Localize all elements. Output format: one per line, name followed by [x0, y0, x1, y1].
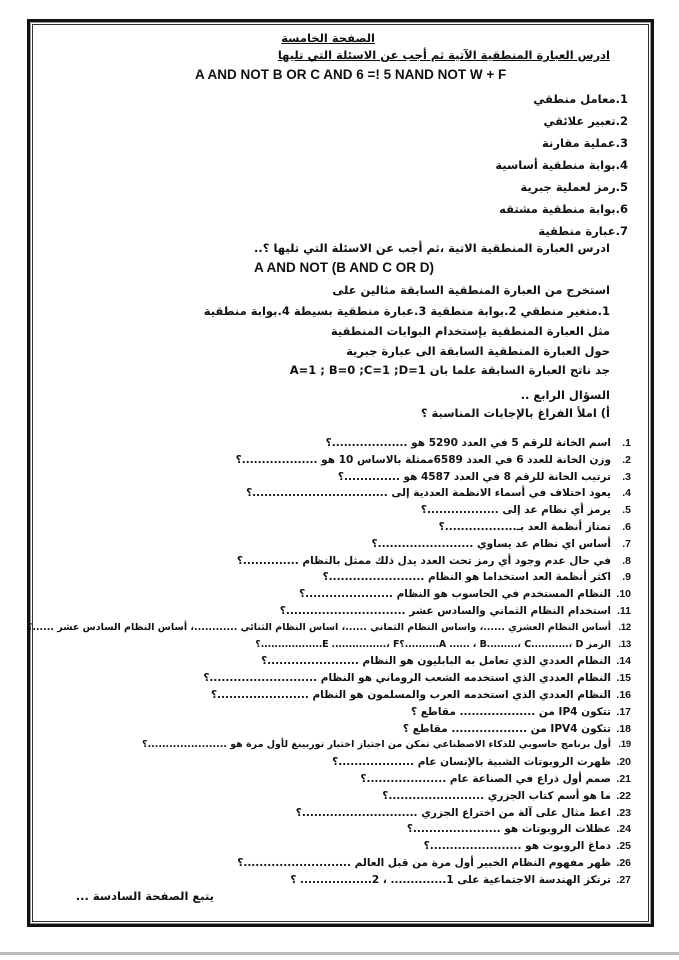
- list-item: 2.تعبير علائقي: [543, 114, 628, 128]
- question-item: [4, 435, 631, 451]
- question-text: يعود اختلاف في أسماء الانظمة العددية إلى ..................................؟: [246, 487, 611, 500]
- question-text: اكثر أنظمة العد استخداما هو النظام ........................؟: [322, 571, 611, 584]
- question-number: 27.: [616, 873, 631, 886]
- question-number: 15.: [616, 672, 631, 685]
- question-item: [4, 821, 631, 837]
- section2-expression: A AND NOT (B AND C OR D): [254, 260, 434, 275]
- question-number: 17.: [616, 705, 631, 718]
- question-text: أول برنامج حاسوبي للذكاء الاصطناعي تمكن من اجتياز اختبار توربينغ لأول مرة هو ......................؟: [142, 739, 611, 751]
- result-question: جد ناتج العبارة السابقة علما بان A=1 ; B=0 ;C=1 ;D=1: [289, 363, 610, 377]
- question-text: ظهر مفهوم النظام الخبير أول مرة من قبل العالم ...........................؟: [237, 857, 611, 869]
- question-text: أساس اي نظام عد يساوي ........................؟: [371, 537, 611, 550]
- question-item: [4, 805, 631, 821]
- question-item: [4, 653, 631, 669]
- question-item: [4, 603, 631, 619]
- question-item: [4, 737, 631, 753]
- question-number: 18.: [616, 722, 631, 735]
- question-number: 25.: [616, 840, 631, 853]
- list-item: 4.بوابة منطقية أساسية: [495, 158, 628, 172]
- question-number: 8.: [622, 554, 631, 567]
- question-number: 21.: [616, 773, 631, 785]
- question-number: 13.: [618, 638, 631, 650]
- question-text: صمم أول ذراع في الصناعة عام ....................؟: [360, 773, 611, 785]
- question-text: النظام العددي الذي تعامل به البابليون هو النظام .......................؟: [261, 655, 611, 668]
- question-item: [4, 855, 631, 871]
- question-number: 9.: [622, 571, 631, 584]
- question-item: [4, 838, 631, 854]
- section1-expression: A AND NOT B OR C AND 6 =! 5 NAND NOT W + F: [195, 67, 507, 82]
- list-item: 6.بوابة منطقية مشتقه: [499, 202, 628, 216]
- question-number: 2.: [622, 453, 631, 466]
- question-text: في حال عدم وجود أي رمز تحت العدد يدل ذلك ممثل بالنظام ..............؟: [236, 554, 611, 567]
- question-number: 11.: [616, 605, 631, 617]
- question-item: [4, 620, 631, 636]
- list-item: 1.معامل منطقي: [533, 92, 628, 106]
- question-text: استخدام النظام الثماني والسادس عشر ..............................؟: [279, 605, 611, 617]
- section3-subtitle: أ) املأ الفراغ بالإجابات المناسبة ؟: [420, 406, 610, 420]
- question-number: 26.: [616, 857, 631, 869]
- question-item: [4, 502, 631, 518]
- extract-options: 1.متغير منطقي 2.بوابة منطقية 3.عبارة منطقية بسيطة 4.بوابة منطقية: [203, 304, 610, 318]
- page-title: الصفحة الخامسة: [281, 31, 375, 45]
- question-item: [4, 721, 631, 737]
- question-text: النظام العددي الذي استخدمه العرب والمسلمون هو النظام .......................؟: [210, 689, 611, 701]
- question-text: ظهرت الروبوتات الشبية بالإنسان عام ...................؟: [332, 756, 611, 769]
- question-item: [4, 754, 631, 770]
- convert-question: حول العبارة المنطقية السابقة الى عبارة جبرية: [346, 344, 610, 358]
- question-number: 4.: [622, 487, 631, 500]
- question-text: ترتيب الخانة للرقم 8 في العدد 4587 هو ..............؟: [337, 470, 611, 483]
- question-text: اعط مثال على آلة من اختراع الجزري .............................؟: [295, 806, 611, 819]
- footer-note: يتبع الصفحة السادسة ...: [75, 889, 214, 903]
- question-number: 19.: [618, 739, 631, 751]
- divider: [0, 952, 679, 955]
- question-item: [4, 788, 631, 804]
- question-item: [4, 670, 631, 686]
- question-text: أساس النظام العشري ......، واساس النظام الثماني ......، اساس النظام الثنائي ............، أساس النظام السادس عشر ......؟: [26, 621, 611, 633]
- question-number: 6.: [622, 521, 631, 533]
- question-number: 23.: [616, 806, 631, 819]
- question-text: تتكون IP4 من ................... مقاطع ؟: [411, 705, 611, 718]
- question-number: 5.: [622, 504, 631, 517]
- question-item: [4, 469, 631, 485]
- question-item: [4, 485, 631, 501]
- question-text: عظلات الروبوتات هو ......................؟: [406, 823, 611, 836]
- section1-instruction: ادرس العبارة المنطقية الآتية ثم أجب عن الاسئلة التي تليها: [277, 48, 610, 62]
- question-number: 24.: [616, 823, 631, 836]
- question-number: 1.: [622, 437, 631, 449]
- question-text: النظام المستخدم في الحاسوب هو النظام ......................؟: [299, 588, 611, 601]
- draw-question: مثل العبارة المنطقية بإستخدام البوابات المنطقية: [330, 324, 610, 338]
- question-item: [4, 704, 631, 720]
- question-number: 14.: [616, 655, 631, 668]
- question-number: 20.: [616, 756, 631, 769]
- list-item: 3.عملية مقارنة: [542, 136, 628, 150]
- question-item: [4, 687, 631, 703]
- question-text: يرمز أي نظام عد إلى ..................؟: [420, 504, 611, 517]
- list-item: 7.عبارة منطقية: [538, 224, 628, 238]
- question-number: 22.: [616, 789, 631, 802]
- question-item: [4, 452, 631, 468]
- question-item: [4, 771, 631, 787]
- question-number: 12.: [618, 621, 631, 633]
- question-number: 3.: [622, 470, 631, 483]
- extract-prompt: استخرج من العبارة المنطقية السابقة مثالين على: [332, 283, 610, 297]
- section2-instruction: ادرس العبارة المنطقية الاتية ،ثم أجب عن الاسئلة التي تليها ؟..: [254, 241, 610, 255]
- question-text: تتكون IPV4 من ................... مقاطع ؟: [402, 722, 611, 735]
- section3-title: السؤال الرابع ..: [520, 388, 610, 402]
- question-text: تمتاز أنظمة العد بـ..................؟: [438, 521, 611, 533]
- question-item: [4, 519, 631, 535]
- question-item: [4, 637, 631, 653]
- question-text: وزن الخانة للعدد 6 في العدد 6589ممثلة بالاساس 10 هو ...................؟: [235, 453, 611, 466]
- question-item: [4, 586, 631, 602]
- question-number: 7.: [622, 537, 631, 550]
- question-item: [4, 569, 631, 585]
- question-item: [4, 872, 631, 888]
- question-text: ترتكز الهندسة الاجتماعية على 1.............. ، 2.................. ؟: [290, 873, 611, 886]
- list-item: 5.رمز لعملية جبرية: [520, 180, 628, 194]
- question-number: 10.: [616, 588, 631, 601]
- question-item: [4, 536, 631, 552]
- question-text: النظام العددي الذي استخدمه الشعب الروماني هو النظام ...........................؟: [203, 672, 611, 685]
- question-text: ما هو أسم كتاب الجزري ........................؟: [382, 789, 611, 802]
- question-number: 16.: [616, 689, 631, 701]
- question-text: اسم الخانة للرقم 5 في العدد 5290 هو ...................؟: [325, 437, 611, 449]
- question-text: الرمز A ...... ، B.........، C...........، D..........؟E ................، F..................؟: [255, 638, 611, 650]
- question-text: دماغ الروبوت هو .......................؟: [423, 840, 611, 853]
- question-item: [4, 553, 631, 569]
